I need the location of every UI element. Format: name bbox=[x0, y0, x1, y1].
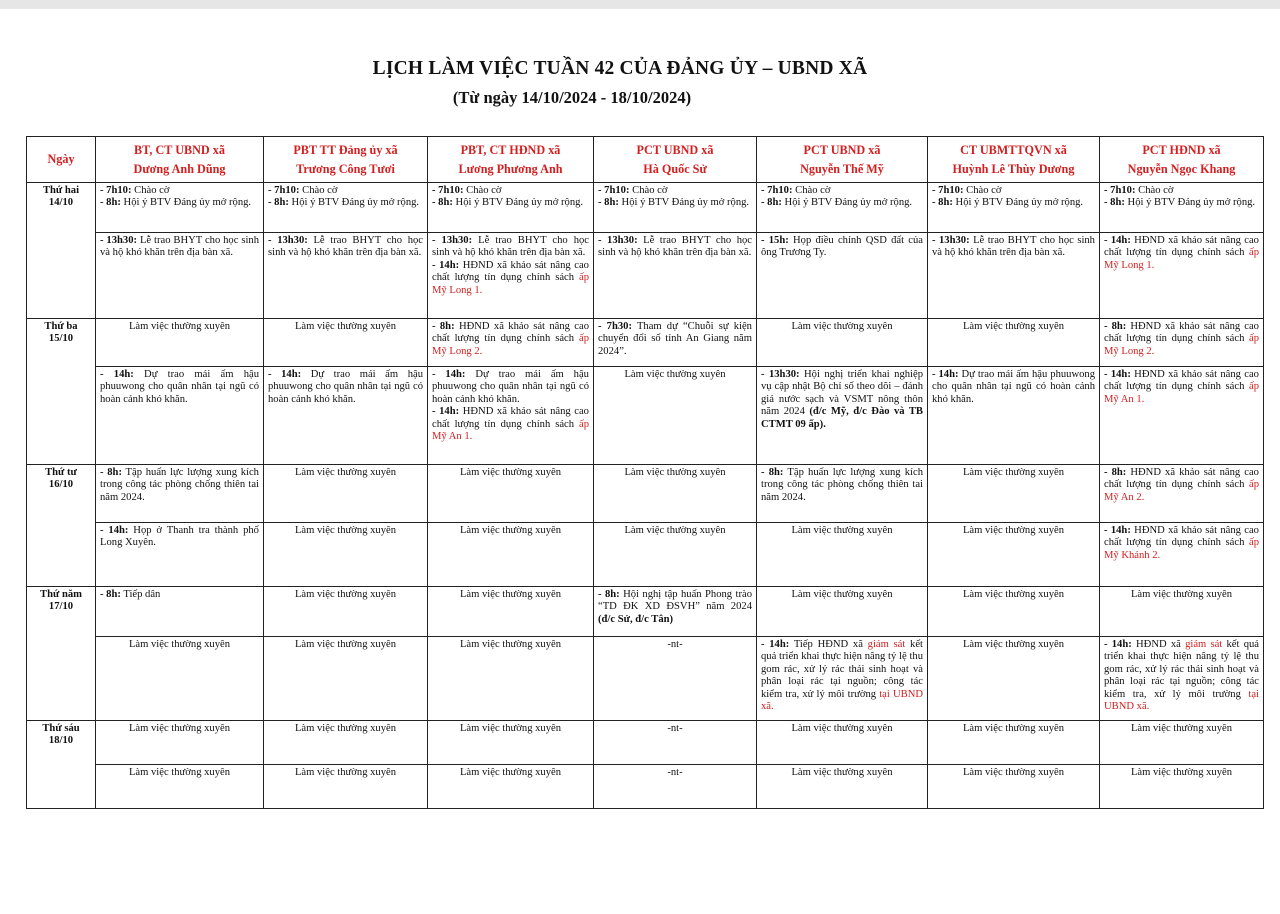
cell: Làm việc thường xuyên bbox=[96, 765, 264, 809]
header-person: Lương Phương Anh bbox=[458, 161, 563, 176]
cell: Làm việc thường xuyên bbox=[757, 765, 928, 809]
header-person: Nguyễn Thế Mỹ bbox=[800, 161, 884, 176]
cell: - 8h: HĐND xã khảo sát nâng cao chất lượng tín dụng chính sách ấp Mỹ Long 2. bbox=[428, 319, 594, 367]
cell: Làm việc thường xuyên bbox=[928, 465, 1100, 523]
page-title: LỊCH LÀM VIỆC TUẦN 42 CỦA ĐẢNG ỦY – UBND XÃ bbox=[372, 58, 868, 79]
day-date: 18/10 bbox=[48, 735, 74, 747]
cell: Làm việc thường xuyên bbox=[264, 465, 428, 523]
cell: Làm việc thường xuyên bbox=[264, 319, 428, 367]
cell: - 14h: HĐND xã khảo sát nâng cao chất lượng tín dụng chính sách ấp Mỹ An 1. bbox=[1100, 367, 1264, 465]
header-row bbox=[27, 137, 1264, 183]
cell: - 7h10: Chào cờ - 8h: Hội ý BTV Đảng ủy mở rộng. bbox=[428, 183, 594, 233]
cell: Làm việc thường xuyên bbox=[428, 523, 594, 587]
header-role: PCT UBND xã bbox=[636, 142, 714, 157]
day-name: Thứ năm bbox=[40, 589, 82, 600]
header-role: PCT HĐND xã bbox=[1142, 142, 1221, 157]
cell: Làm việc thường xuyên bbox=[428, 587, 594, 637]
cell: - 7h10: Chào cờ - 8h: Hội ý BTV Đảng ủy mở rộng. bbox=[594, 183, 757, 233]
cell: - 13h30: Lễ trao BHYT cho học sinh và hộ khó khăn trên địa bàn xã. bbox=[264, 233, 428, 319]
cell: - 7h10: Chào cờ - 8h: Hội ý BTV Đảng ủy mở rộng. bbox=[757, 183, 928, 233]
row-mon-pm bbox=[27, 233, 1264, 319]
cell: - 14h: Dự trao mái ấm hậu phuuwong cho quân nhân tại ngũ có hoàn cảnh khó khăn. bbox=[264, 367, 428, 465]
cell: Làm việc thường xuyên bbox=[264, 721, 428, 765]
cell: Làm việc thường xuyên bbox=[1100, 587, 1264, 637]
header-col-3 bbox=[428, 137, 594, 183]
cell: Làm việc thường xuyên bbox=[96, 637, 264, 721]
cell: - 8h: HĐND xã khảo sát nâng cao chất lượng tín dụng chính sách ấp Mỹ An 2. bbox=[1100, 465, 1264, 523]
cell: Làm việc thường xuyên bbox=[757, 721, 928, 765]
cell: Làm việc thường xuyên bbox=[96, 319, 264, 367]
cell: - 13h30: Lễ trao BHYT cho học sinh và hộ khó khăn trên địa bàn xã. bbox=[928, 233, 1100, 319]
header-col-7 bbox=[1100, 137, 1264, 183]
day-date: 14/10 bbox=[48, 197, 74, 209]
cell: - 14h: Dự trao mái ấm hậu phuuwong cho quân nhân tại ngũ có hoàn cảnh khó khăn. bbox=[96, 367, 264, 465]
cell: - 14h: HĐND xã khảo sát nâng cao chất lượng tín dụng chính sách ấp Mỹ Khánh 2. bbox=[1100, 523, 1264, 587]
cell: Làm việc thường xuyên bbox=[428, 637, 594, 721]
row-thu-pm bbox=[27, 637, 1264, 721]
cell: Làm việc thường xuyên bbox=[594, 367, 757, 465]
cell: - 14h: HĐND xã khảo sát nâng cao chất lượng tín dụng chính sách ấp Mỹ Long 1. bbox=[1100, 233, 1264, 319]
cell: - 14h: Dự trao mái ấm hậu phuuwong cho quân nhân tại ngũ có hoàn cảnh khó khăn. - 14h: HĐND xã khảo sát nâng cao chất lượng tín dụng chính sách ấp Mỹ An 1. bbox=[428, 367, 594, 465]
cell: Làm việc thường xuyên bbox=[594, 465, 757, 523]
cell: Làm việc thường xuyên bbox=[1100, 765, 1264, 809]
cell: Làm việc thường xuyên bbox=[264, 765, 428, 809]
header-col-1 bbox=[96, 137, 264, 183]
day-thursday bbox=[27, 587, 96, 721]
cell: - 13h30: Lễ trao BHYT cho học sinh và hộ khó khăn trên địa bàn xã. bbox=[96, 233, 264, 319]
cell: Làm việc thường xuyên bbox=[928, 319, 1100, 367]
cell: Làm việc thường xuyên bbox=[96, 721, 264, 765]
cell: - 8h: Hội nghị tập huấn Phong trào “TD ĐK XD ĐSVH” năm 2024 (đ/c Sử, đ/c Tân) bbox=[594, 587, 757, 637]
row-wed-am bbox=[27, 465, 1264, 523]
cell: Làm việc thường xuyên bbox=[428, 721, 594, 765]
cell: - 8h: Tập huấn lực lượng xung kích trong công tác phòng chống thiên tai năm 2024. bbox=[96, 465, 264, 523]
header-col-5 bbox=[757, 137, 928, 183]
cell: -nt- bbox=[594, 765, 757, 809]
cell: - 8h: HĐND xã khảo sát nâng cao chất lượng tín dụng chính sách ấp Mỹ Long 2. bbox=[1100, 319, 1264, 367]
cell: Làm việc thường xuyên bbox=[428, 765, 594, 809]
cell: Làm việc thường xuyên bbox=[757, 523, 928, 587]
cell: - 7h10: Chào cờ - 8h: Hội ý BTV Đảng ủy mở rộng. bbox=[96, 183, 264, 233]
header-role: PBT, CT HĐND xã bbox=[460, 142, 561, 157]
cell: Làm việc thường xuyên bbox=[594, 523, 757, 587]
cell: Làm việc thường xuyên bbox=[264, 587, 428, 637]
cell: - 14h: Họp ở Thanh tra thành phố Long Xuyên. bbox=[96, 523, 264, 587]
cell: Làm việc thường xuyên bbox=[428, 465, 594, 523]
header-role: CT UBMTTQVN xã bbox=[960, 142, 1067, 157]
day-wednesday bbox=[27, 465, 96, 587]
cell: -nt- bbox=[594, 721, 757, 765]
top-bar bbox=[0, 0, 1280, 9]
day-date: 16/10 bbox=[48, 479, 74, 491]
day-tuesday bbox=[27, 319, 96, 465]
cell: Làm việc thường xuyên bbox=[264, 637, 428, 721]
day-date: 15/10 bbox=[48, 333, 74, 345]
day-name: Thứ ba bbox=[44, 321, 78, 332]
cell: - 7h10: Chào cờ - 8h: Hội ý BTV Đảng ủy mở rộng. bbox=[1100, 183, 1264, 233]
day-name: Thứ tư bbox=[45, 467, 77, 478]
cell: Làm việc thường xuyên bbox=[264, 523, 428, 587]
cell: - 7h10: Chào cờ - 8h: Hội ý BTV Đảng ủy mở rộng. bbox=[264, 183, 428, 233]
cell: - 7h30: Tham dự “Chuỗi sự kiện chuyển đổi số tỉnh An Giang năm 2024”. bbox=[594, 319, 757, 367]
cell: - 13h30: Lễ trao BHYT cho học sinh và hộ khó khăn trên địa bàn xã. bbox=[594, 233, 757, 319]
day-friday bbox=[27, 721, 96, 809]
cell: Làm việc thường xuyên bbox=[928, 587, 1100, 637]
row-fri-pm bbox=[27, 765, 1264, 809]
day-monday bbox=[27, 183, 96, 319]
day-name: Thứ sáu bbox=[42, 723, 80, 734]
header-person: Hà Quốc Sử bbox=[643, 161, 707, 176]
row-tue-pm bbox=[27, 367, 1264, 465]
cell: - 13h30: Lễ trao BHYT cho học sinh và hộ khó khăn trên địa bàn xã. - 14h: HĐND xã khảo sát nâng cao chất lượng tín dụng chính sách ấp Mỹ Long 1. bbox=[428, 233, 594, 319]
cell: - 14h: Tiếp HĐND xã giám sát kết quả triển khai thực hiện nâng tỷ lệ thu gom rác, xử lý rác thải sinh hoạt và phân loại rác tại nguồn; công tác kiểm tra, xử lý môi trường tại UBND xã. bbox=[757, 637, 928, 721]
header-role: PBT TT Đảng ủy xã bbox=[293, 142, 398, 157]
row-wed-pm bbox=[27, 523, 1264, 587]
header-person: Huỳnh Lê Thùy Dương bbox=[952, 161, 1075, 176]
cell: Làm việc thường xuyên bbox=[928, 523, 1100, 587]
header-role: BT, CT UBND xã bbox=[134, 142, 225, 157]
cell: - 8h: Tập huấn lực lượng xung kích trong công tác phòng chống thiên tai năm 2024. bbox=[757, 465, 928, 523]
page-subtitle: (Từ ngày 14/10/2024 - 18/10/2024) bbox=[452, 88, 692, 107]
cell: - 15h: Họp điều chỉnh QSD đất của ông Trương Ty. bbox=[757, 233, 928, 319]
cell: Làm việc thường xuyên bbox=[757, 319, 928, 367]
cell: - 13h30: Hội nghị triển khai nghiệp vụ cập nhật Bộ chỉ số theo dõi – đánh giá nước sạch và VSMT nông thôn năm 2024 (đ/c Mỹ, đ/c Đào và TB CTMT 09 ấp). bbox=[757, 367, 928, 465]
cell: Làm việc thường xuyên bbox=[928, 765, 1100, 809]
cell: - 7h10: Chào cờ - 8h: Hội ý BTV Đảng ủy mở rộng. bbox=[928, 183, 1100, 233]
row-fri-am bbox=[27, 721, 1264, 765]
cell: - 8h: Tiếp dân bbox=[96, 587, 264, 637]
header-col-6 bbox=[928, 137, 1100, 183]
cell: Làm việc thường xuyên bbox=[928, 721, 1100, 765]
header-role: PCT UBND xã bbox=[803, 142, 881, 157]
header-person: Nguyễn Ngọc Khang bbox=[1127, 161, 1236, 176]
cell: -nt- bbox=[594, 637, 757, 721]
cell: Làm việc thường xuyên bbox=[1100, 721, 1264, 765]
row-thu-am bbox=[27, 587, 1264, 637]
header-person: Dương Anh Dũng bbox=[133, 161, 226, 176]
header-col-2 bbox=[264, 137, 428, 183]
header-day: Ngày bbox=[27, 137, 96, 183]
header-col-4 bbox=[594, 137, 757, 183]
cell: - 14h: HĐND xã giám sát kết quả triển khai thực hiện nâng tỷ lệ thu gom rác, xử lý rác thải sinh hoạt và phân loại rác tại nguồn; công tác kiểm tra, xử lý môi trường tại UBND xã. bbox=[1100, 637, 1264, 721]
cell: Làm việc thường xuyên bbox=[928, 637, 1100, 721]
row-mon-am bbox=[27, 183, 1264, 233]
day-date: 17/10 bbox=[48, 601, 74, 613]
cell: - 14h: Dự trao mái ấm hậu phuuwong cho quân nhân tại ngũ có hoàn cảnh khó khăn. bbox=[928, 367, 1100, 465]
cell: Làm việc thường xuyên bbox=[757, 587, 928, 637]
row-tue-am bbox=[27, 319, 1264, 367]
schedule-table bbox=[26, 136, 1264, 809]
header-person: Trương Công Tươi bbox=[296, 161, 395, 176]
day-name: Thứ hai bbox=[42, 185, 80, 196]
